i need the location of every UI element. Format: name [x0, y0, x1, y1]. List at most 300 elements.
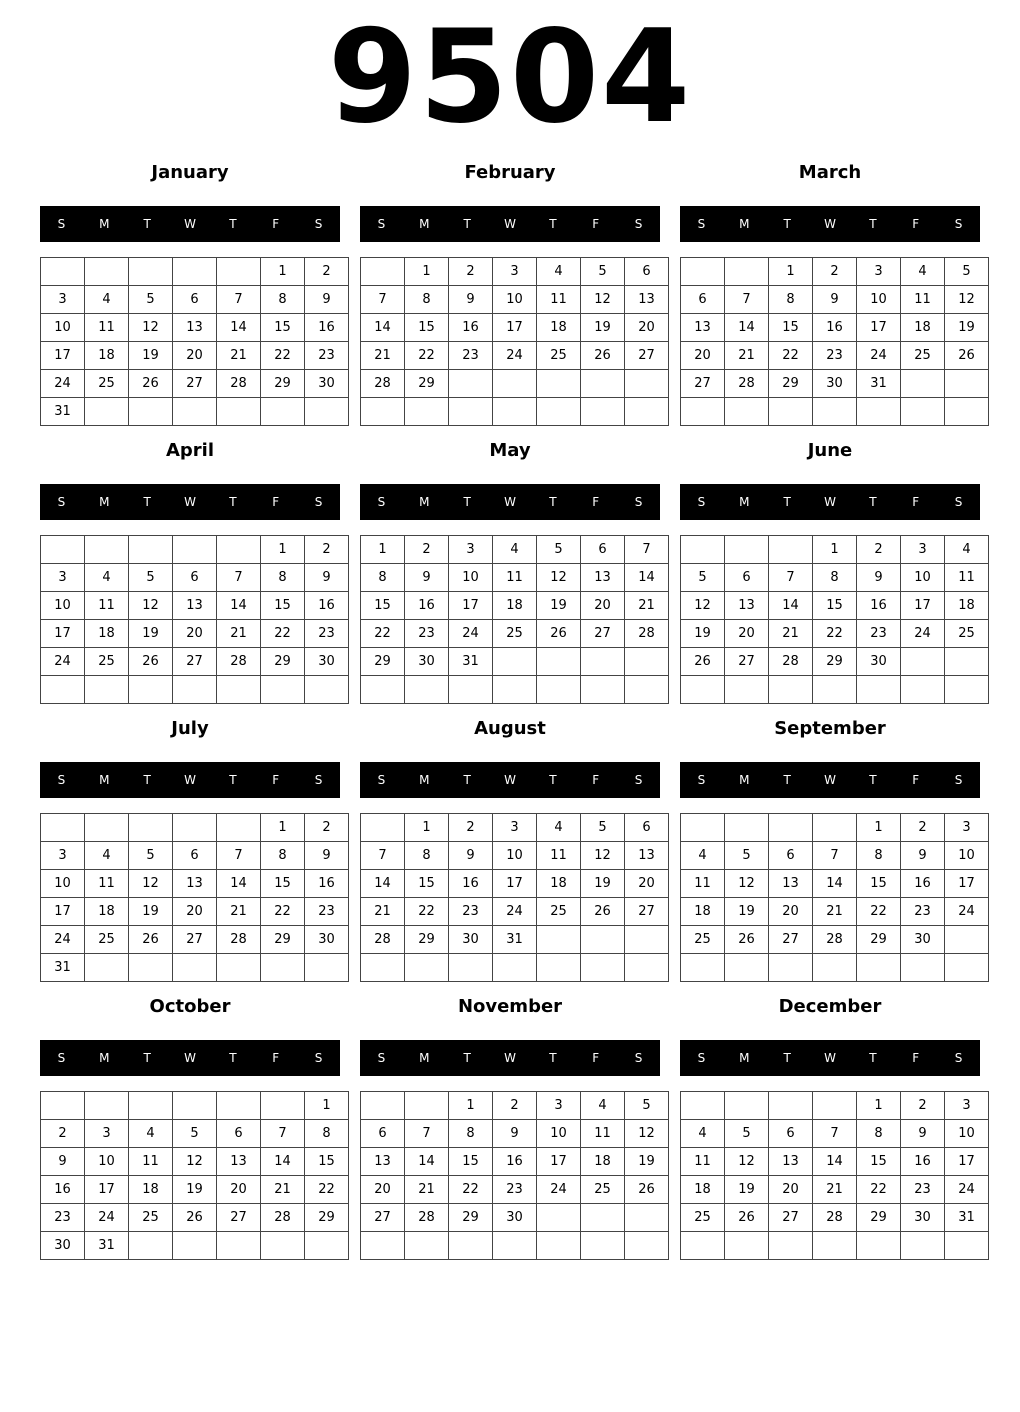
day-cell: 24	[493, 898, 537, 926]
day-cell: 10	[901, 564, 945, 592]
day-cell: 4	[85, 564, 129, 592]
day-cell: 29	[261, 648, 305, 676]
weekday-label: F	[592, 773, 600, 787]
day-cell: 17	[493, 314, 537, 342]
days-table	[680, 1091, 989, 1260]
week-row	[41, 620, 349, 648]
day-cell: 10	[945, 1120, 989, 1148]
weekday-label: S	[954, 773, 963, 787]
week-row	[681, 1204, 989, 1232]
day-cell: 7	[261, 1120, 305, 1148]
day-cell	[681, 536, 725, 564]
day-cell	[537, 370, 581, 398]
day-cell	[945, 370, 989, 398]
day-cell: 22	[305, 1176, 349, 1204]
weekday-label: M	[739, 1051, 750, 1065]
day-cell	[537, 954, 581, 982]
weekday-label: W	[824, 773, 836, 787]
day-cell: 29	[405, 370, 449, 398]
day-cell: 19	[129, 898, 173, 926]
weekday-label: S	[697, 217, 706, 231]
day-cell	[173, 676, 217, 704]
day-cell: 11	[129, 1148, 173, 1176]
weekday-label: W	[504, 773, 516, 787]
day-cell: 25	[85, 926, 129, 954]
week-row	[361, 536, 669, 564]
week-row	[681, 342, 989, 370]
day-cell: 20	[769, 1176, 813, 1204]
weekday-label: S	[634, 773, 643, 787]
day-cell: 31	[945, 1204, 989, 1232]
day-cell	[305, 676, 349, 704]
day-cell: 9	[305, 286, 349, 314]
day-cell: 1	[857, 814, 901, 842]
days-table	[40, 535, 349, 704]
day-cell: 11	[85, 870, 129, 898]
day-cell	[813, 814, 857, 842]
weekday-label: S	[57, 773, 66, 787]
day-cell: 21	[361, 342, 405, 370]
day-cell	[537, 1232, 581, 1260]
week-row	[41, 1232, 349, 1260]
day-cell: 30	[41, 1232, 85, 1260]
day-cell	[681, 258, 725, 286]
day-cell	[405, 1092, 449, 1120]
weekday-label: W	[184, 495, 196, 509]
week-row	[361, 842, 669, 870]
day-cell: 26	[945, 342, 989, 370]
weekday-label: M	[99, 217, 110, 231]
day-cell: 30	[305, 926, 349, 954]
week-row	[41, 1120, 349, 1148]
day-cell	[769, 814, 813, 842]
week-row	[361, 342, 669, 370]
day-cell	[901, 676, 945, 704]
week-row	[361, 870, 669, 898]
day-cell: 15	[405, 314, 449, 342]
day-cell: 7	[813, 842, 857, 870]
day-cell: 12	[725, 870, 769, 898]
week-row	[41, 1176, 349, 1204]
weekday-label: T	[463, 773, 471, 787]
day-cell: 2	[857, 536, 901, 564]
day-cell: 2	[493, 1092, 537, 1120]
day-cell: 14	[813, 1148, 857, 1176]
weekday-label: T	[229, 1051, 237, 1065]
day-cell: 5	[681, 564, 725, 592]
day-cell: 25	[537, 898, 581, 926]
week-row	[41, 954, 349, 982]
week-row	[361, 1232, 669, 1260]
day-cell: 18	[537, 314, 581, 342]
day-cell	[625, 398, 669, 426]
week-row	[41, 258, 349, 286]
day-cell: 26	[581, 898, 625, 926]
day-cell	[813, 398, 857, 426]
day-cell	[129, 1092, 173, 1120]
day-cell: 24	[41, 926, 85, 954]
day-cell	[725, 1092, 769, 1120]
weekday-header	[40, 1040, 340, 1076]
day-cell	[581, 926, 625, 954]
day-cell: 23	[901, 898, 945, 926]
day-cell	[41, 258, 85, 286]
day-cell: 4	[681, 842, 725, 870]
day-cell: 25	[537, 342, 581, 370]
weekday-label: F	[272, 1051, 280, 1065]
day-cell: 18	[85, 620, 129, 648]
weekday-label: M	[739, 773, 750, 787]
day-cell: 27	[769, 926, 813, 954]
day-cell: 2	[305, 258, 349, 286]
weekday-label: S	[314, 217, 323, 231]
day-cell	[901, 954, 945, 982]
day-cell	[813, 676, 857, 704]
day-cell: 18	[85, 898, 129, 926]
day-cell: 3	[449, 536, 493, 564]
day-cell	[581, 648, 625, 676]
day-cell: 2	[449, 258, 493, 286]
weekday-label: T	[869, 773, 877, 787]
day-cell: 8	[405, 286, 449, 314]
day-cell: 7	[217, 564, 261, 592]
day-cell	[173, 954, 217, 982]
day-cell: 23	[305, 342, 349, 370]
weekday-label: T	[549, 773, 557, 787]
day-cell: 2	[449, 814, 493, 842]
week-row	[41, 592, 349, 620]
day-cell: 21	[261, 1176, 305, 1204]
day-cell: 13	[581, 564, 625, 592]
weekday-label: F	[912, 773, 920, 787]
day-cell	[129, 676, 173, 704]
day-cell: 9	[901, 1120, 945, 1148]
day-cell: 16	[901, 1148, 945, 1176]
day-cell: 20	[681, 342, 725, 370]
day-cell	[261, 398, 305, 426]
day-cell	[129, 1232, 173, 1260]
day-cell	[857, 1232, 901, 1260]
day-cell: 14	[361, 314, 405, 342]
day-cell: 29	[769, 370, 813, 398]
week-row	[41, 926, 349, 954]
day-cell	[769, 1232, 813, 1260]
day-cell	[449, 954, 493, 982]
day-cell: 22	[405, 898, 449, 926]
week-row	[681, 1232, 989, 1260]
day-cell: 27	[625, 898, 669, 926]
day-cell	[945, 954, 989, 982]
weekday-label: W	[184, 1051, 196, 1065]
day-cell	[85, 258, 129, 286]
day-cell	[769, 536, 813, 564]
day-cell: 12	[625, 1120, 669, 1148]
day-cell: 8	[261, 286, 305, 314]
day-cell	[493, 954, 537, 982]
week-row	[681, 648, 989, 676]
day-cell: 11	[581, 1120, 625, 1148]
day-cell: 2	[41, 1120, 85, 1148]
day-cell: 14	[261, 1148, 305, 1176]
day-cell	[217, 1232, 261, 1260]
day-cell: 29	[261, 926, 305, 954]
day-cell: 19	[725, 898, 769, 926]
day-cell: 30	[493, 1204, 537, 1232]
day-cell: 5	[581, 258, 625, 286]
week-row	[41, 842, 349, 870]
day-cell: 17	[537, 1148, 581, 1176]
day-cell	[217, 1092, 261, 1120]
day-cell: 6	[625, 258, 669, 286]
day-cell: 25	[129, 1204, 173, 1232]
day-cell: 18	[537, 870, 581, 898]
month-name: January	[151, 162, 229, 183]
day-cell	[305, 954, 349, 982]
day-cell	[361, 398, 405, 426]
month-name: November	[457, 996, 563, 1017]
day-cell: 23	[813, 342, 857, 370]
day-cell: 16	[305, 870, 349, 898]
weekday-label: W	[504, 217, 516, 231]
day-cell: 12	[129, 870, 173, 898]
day-cell: 25	[681, 1204, 725, 1232]
weekday-label: T	[143, 773, 151, 787]
day-cell: 6	[769, 1120, 813, 1148]
day-cell: 28	[361, 370, 405, 398]
day-cell: 1	[261, 814, 305, 842]
day-cell: 15	[449, 1148, 493, 1176]
day-cell: 3	[85, 1120, 129, 1148]
weekday-label: S	[377, 1051, 386, 1065]
day-cell: 24	[945, 1176, 989, 1204]
weekday-label: T	[549, 217, 557, 231]
day-cell: 17	[857, 314, 901, 342]
day-cell	[537, 926, 581, 954]
day-cell: 25	[85, 370, 129, 398]
day-cell: 9	[901, 842, 945, 870]
day-cell: 10	[41, 592, 85, 620]
weekday-label: F	[912, 1051, 920, 1065]
day-cell: 15	[261, 592, 305, 620]
day-cell: 24	[857, 342, 901, 370]
week-row	[361, 314, 669, 342]
day-cell: 24	[901, 620, 945, 648]
day-cell	[901, 1232, 945, 1260]
day-cell: 30	[813, 370, 857, 398]
week-row	[361, 370, 669, 398]
weekday-label: S	[634, 217, 643, 231]
day-cell	[449, 676, 493, 704]
weekday-label: S	[697, 1051, 706, 1065]
day-cell: 13	[173, 592, 217, 620]
week-row	[681, 870, 989, 898]
weekday-label: M	[419, 1051, 430, 1065]
day-cell	[449, 370, 493, 398]
day-cell: 14	[813, 870, 857, 898]
day-cell: 16	[305, 314, 349, 342]
day-cell: 11	[85, 314, 129, 342]
day-cell: 15	[261, 314, 305, 342]
day-cell: 10	[449, 564, 493, 592]
day-cell	[625, 1232, 669, 1260]
day-cell: 2	[813, 258, 857, 286]
day-cell: 8	[305, 1120, 349, 1148]
day-cell: 17	[493, 870, 537, 898]
week-row	[361, 564, 669, 592]
day-cell: 12	[537, 564, 581, 592]
weekday-label: T	[143, 217, 151, 231]
day-cell: 13	[769, 870, 813, 898]
day-cell: 13	[173, 314, 217, 342]
day-cell: 21	[813, 898, 857, 926]
day-cell: 28	[217, 926, 261, 954]
day-cell: 16	[449, 314, 493, 342]
days-table	[680, 813, 989, 982]
day-cell: 14	[625, 564, 669, 592]
day-cell: 20	[217, 1176, 261, 1204]
day-cell	[173, 398, 217, 426]
day-cell: 19	[625, 1148, 669, 1176]
day-cell: 18	[129, 1176, 173, 1204]
weekday-label: T	[869, 1051, 877, 1065]
day-cell: 23	[405, 620, 449, 648]
day-cell	[129, 536, 173, 564]
week-row	[361, 648, 669, 676]
day-cell: 23	[901, 1176, 945, 1204]
week-row	[41, 286, 349, 314]
day-cell	[217, 398, 261, 426]
day-cell: 20	[173, 620, 217, 648]
weekday-label: M	[419, 773, 430, 787]
day-cell: 13	[725, 592, 769, 620]
day-cell: 12	[945, 286, 989, 314]
day-cell: 22	[857, 1176, 901, 1204]
weekday-label: S	[697, 773, 706, 787]
weekday-header	[40, 206, 340, 242]
week-row	[681, 1120, 989, 1148]
day-cell: 9	[41, 1148, 85, 1176]
days-table	[360, 1091, 669, 1260]
week-row	[361, 1092, 669, 1120]
day-cell: 4	[537, 814, 581, 842]
weekday-label: T	[229, 217, 237, 231]
day-cell: 13	[625, 286, 669, 314]
day-cell: 10	[493, 286, 537, 314]
weekday-label: M	[99, 1051, 110, 1065]
day-cell: 5	[129, 842, 173, 870]
day-cell: 4	[681, 1120, 725, 1148]
day-cell: 9	[305, 564, 349, 592]
day-cell: 1	[769, 258, 813, 286]
day-cell	[945, 1232, 989, 1260]
week-row	[681, 592, 989, 620]
days-table	[360, 813, 669, 982]
day-cell: 3	[493, 258, 537, 286]
day-cell: 26	[681, 648, 725, 676]
day-cell	[85, 814, 129, 842]
week-row	[361, 676, 669, 704]
day-cell: 29	[261, 370, 305, 398]
day-cell: 21	[813, 1176, 857, 1204]
week-row	[681, 314, 989, 342]
day-cell: 4	[129, 1120, 173, 1148]
day-cell	[493, 676, 537, 704]
day-cell	[625, 1204, 669, 1232]
week-row	[681, 536, 989, 564]
day-cell: 16	[449, 870, 493, 898]
day-cell: 22	[405, 342, 449, 370]
day-cell: 26	[129, 370, 173, 398]
day-cell: 28	[813, 1204, 857, 1232]
day-cell: 7	[361, 286, 405, 314]
weekday-header	[360, 762, 660, 798]
day-cell	[129, 954, 173, 982]
day-cell: 4	[537, 258, 581, 286]
day-cell: 20	[173, 898, 217, 926]
day-cell: 11	[537, 286, 581, 314]
day-cell	[681, 676, 725, 704]
year-title: 9504	[327, 3, 693, 152]
day-cell: 22	[769, 342, 813, 370]
day-cell	[405, 1232, 449, 1260]
day-cell	[41, 676, 85, 704]
day-cell: 14	[769, 592, 813, 620]
day-cell: 13	[173, 870, 217, 898]
weekday-label: T	[229, 773, 237, 787]
day-cell: 3	[41, 564, 85, 592]
day-cell: 26	[725, 926, 769, 954]
weekday-label: F	[912, 217, 920, 231]
day-cell: 25	[945, 620, 989, 648]
day-cell: 12	[681, 592, 725, 620]
day-cell	[537, 648, 581, 676]
day-cell: 18	[581, 1148, 625, 1176]
day-cell	[493, 1232, 537, 1260]
day-cell: 10	[493, 842, 537, 870]
day-cell	[725, 536, 769, 564]
day-cell: 15	[305, 1148, 349, 1176]
day-cell: 9	[449, 286, 493, 314]
day-cell: 19	[129, 620, 173, 648]
day-cell: 25	[681, 926, 725, 954]
day-cell	[581, 370, 625, 398]
weekday-label: F	[912, 495, 920, 509]
weekday-label: T	[869, 495, 877, 509]
weekday-label: S	[377, 495, 386, 509]
day-cell: 26	[625, 1176, 669, 1204]
day-cell	[173, 814, 217, 842]
day-cell	[813, 954, 857, 982]
day-cell: 4	[85, 842, 129, 870]
day-cell: 27	[725, 648, 769, 676]
day-cell	[493, 370, 537, 398]
month-name: May	[489, 440, 531, 461]
day-cell	[217, 258, 261, 286]
day-cell: 4	[85, 286, 129, 314]
day-cell: 19	[681, 620, 725, 648]
day-cell: 12	[581, 842, 625, 870]
day-cell	[217, 676, 261, 704]
day-cell: 24	[41, 648, 85, 676]
day-cell: 17	[449, 592, 493, 620]
day-cell: 16	[305, 592, 349, 620]
month-name: October	[149, 996, 231, 1017]
day-cell: 15	[361, 592, 405, 620]
day-cell	[857, 954, 901, 982]
day-cell: 29	[405, 926, 449, 954]
day-cell: 16	[41, 1176, 85, 1204]
day-cell: 5	[129, 564, 173, 592]
